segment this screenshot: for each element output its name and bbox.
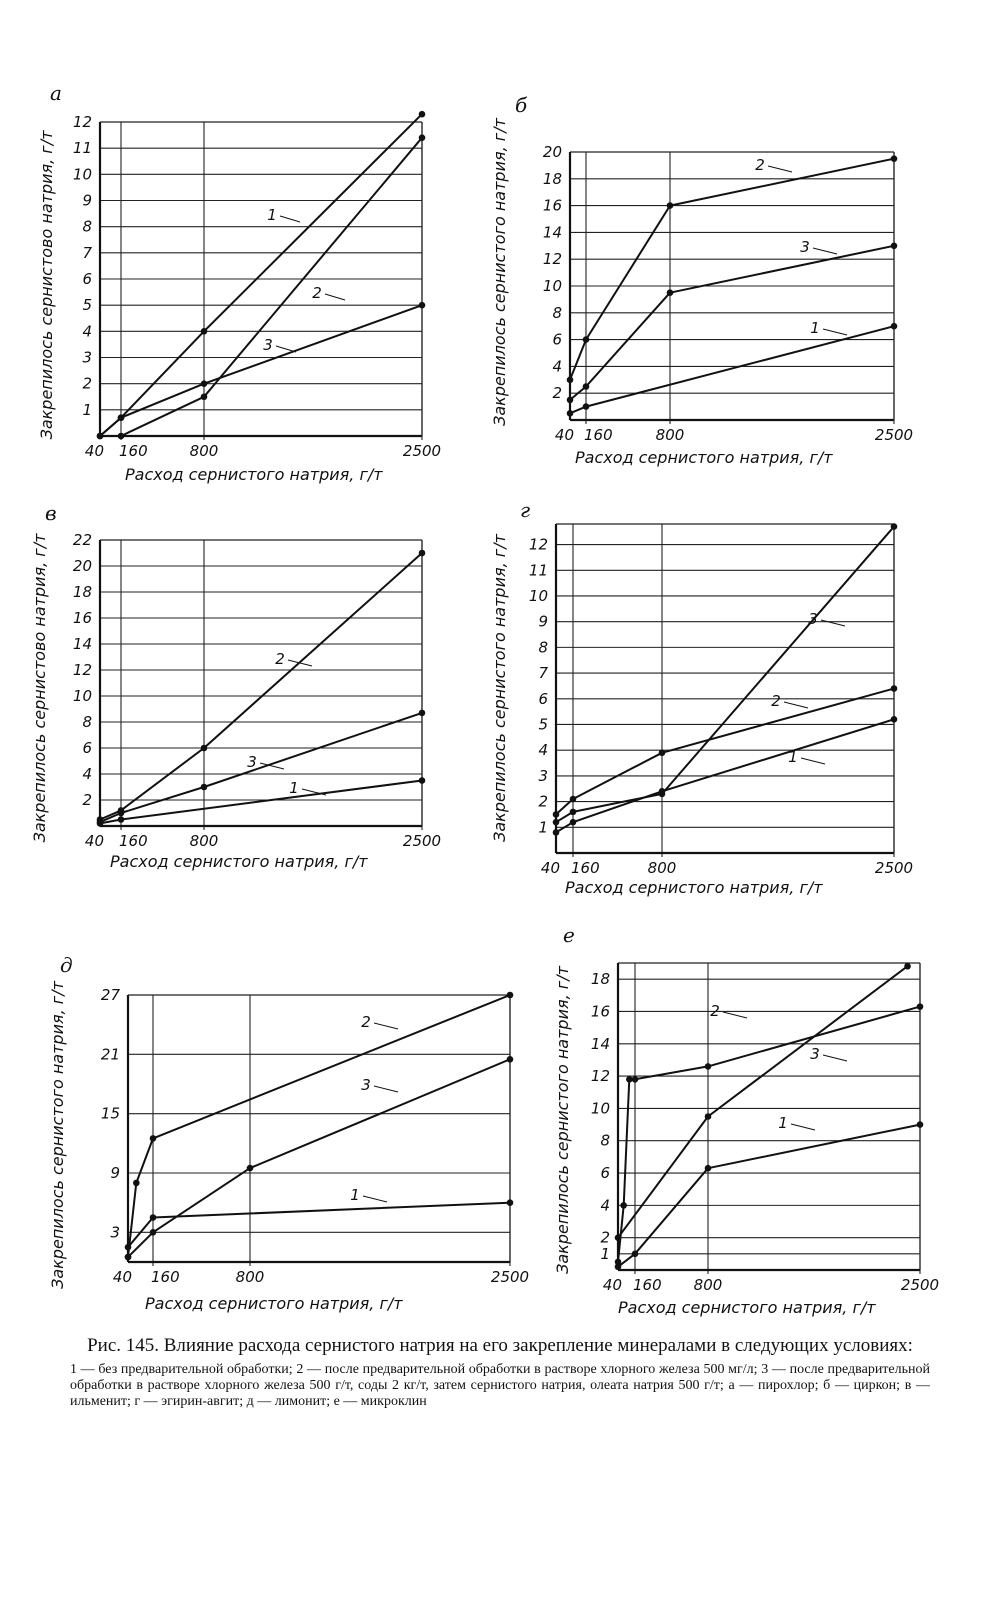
y-tick-label: 12 <box>72 113 92 131</box>
series-line-2 <box>100 114 422 436</box>
leader-line <box>784 702 808 708</box>
series-number-label: 3 <box>361 1076 371 1094</box>
y-tick-label: 8 <box>538 638 548 657</box>
x-tick-label: 800 <box>693 1276 723 1294</box>
data-point <box>632 1076 639 1083</box>
y-tick-label: 8 <box>82 217 92 236</box>
data-point <box>419 111 426 118</box>
data-point <box>419 134 426 141</box>
x-tick-label: 160 <box>633 1276 662 1294</box>
series-line-3 <box>121 138 422 436</box>
y-tick-label: 10 <box>590 1099 610 1118</box>
y-tick-label: 12 <box>528 535 548 554</box>
caption-title: Рис. 145. Влияние расхода сернистого натрия на его закрепление минералами в следующих условиях: <box>87 1335 913 1356</box>
leader-line <box>813 248 837 254</box>
figure-caption <box>70 1334 930 1410</box>
data-point <box>626 1076 633 1083</box>
y-tick-label: 2 <box>552 384 562 403</box>
x-tick-label: 40 <box>602 1276 622 1294</box>
series-number-label: 3 <box>810 1045 820 1063</box>
y-tick-label: 11 <box>72 139 92 158</box>
chart-panel-5 <box>48 953 529 1313</box>
y-tick-label: 7 <box>538 664 548 683</box>
y-tick-label: 14 <box>542 223 562 242</box>
y-tick-label: 3 <box>538 766 548 785</box>
chart-panel-4 <box>490 498 913 897</box>
data-point <box>891 523 898 530</box>
caption-legend: 1 — без предварительной обработки; 2 — после предварительной обработки в растворе хлорного железа 500 мг/л; 3 — после предварительной обработки в растворе хлорного железа 500 г/т, соды 2 кг/т, затем сернистого натрия, олеата натрия 500 г/т; а — пирохлор; б — циркон; в — ильменит; г — эгирин-авгит; д — лимонит; е — микроклин <box>70 1362 930 1409</box>
y-tick-label: 1 <box>538 818 548 837</box>
data-point <box>570 809 577 816</box>
data-point <box>507 992 514 999</box>
y-tick-label: 2 <box>82 791 92 809</box>
panel-letter: в <box>45 501 57 525</box>
leader-line <box>723 1012 747 1018</box>
leader-line <box>801 758 825 764</box>
data-point <box>419 302 426 309</box>
y-tick-label: 4 <box>552 357 562 376</box>
data-point <box>583 336 590 343</box>
y-tick-label: 8 <box>82 713 92 731</box>
series-number-label: 1 <box>350 1186 360 1204</box>
leader-line <box>374 1086 398 1092</box>
series-line-3 <box>570 246 894 400</box>
x-tick-label: 40 <box>84 832 104 850</box>
series-number-label: 3 <box>263 336 273 354</box>
y-tick-label: 2 <box>538 792 548 811</box>
data-point <box>118 816 125 823</box>
data-point <box>201 380 208 387</box>
y-tick-label: 1 <box>600 1244 610 1263</box>
series-line-3 <box>100 713 422 822</box>
y-tick-label: 12 <box>72 661 92 679</box>
y-tick-label: 8 <box>600 1131 610 1150</box>
y-tick-label: 1 <box>82 400 92 419</box>
series-line-1 <box>100 781 422 824</box>
data-point <box>705 1063 712 1070</box>
x-tick-label: 800 <box>647 859 677 877</box>
y-tick-label: 14 <box>590 1034 610 1053</box>
data-point <box>620 1202 627 1209</box>
panel-letter: е <box>563 923 575 947</box>
y-tick-label: 7 <box>82 243 92 262</box>
data-point <box>133 1180 140 1187</box>
series-number-label: 2 <box>361 1013 371 1031</box>
panel-letter: а <box>50 81 62 105</box>
chart-panel-1 <box>37 81 441 484</box>
series-line-2 <box>570 159 894 380</box>
y-axis-label: Закрепилось сернистого натрия, г/т <box>490 118 509 426</box>
data-point <box>567 377 574 384</box>
data-point <box>705 1113 712 1120</box>
x-tick-label: 800 <box>189 442 219 460</box>
data-point <box>150 1214 157 1221</box>
y-tick-label: 4 <box>600 1196 610 1215</box>
data-point <box>583 383 590 390</box>
y-axis-label: Закрепилось сернистого натрия, г/т <box>490 534 509 842</box>
y-tick-label: 6 <box>600 1164 610 1183</box>
data-point <box>118 414 125 421</box>
y-axis-label: Закрепилось сернистого натрия, г/т <box>48 981 67 1289</box>
y-tick-label: 20 <box>542 143 562 161</box>
x-tick-label: 2500 <box>402 442 442 460</box>
series-line-3 <box>618 966 908 1237</box>
leader-line <box>276 346 296 352</box>
x-tick-label: 160 <box>119 832 148 850</box>
y-tick-label: 18 <box>590 970 610 989</box>
data-point <box>150 1229 157 1236</box>
data-point <box>583 403 590 410</box>
y-tick-label: 9 <box>82 191 92 210</box>
series-number-label: 3 <box>808 610 818 628</box>
y-axis-label: Закрепилось сернистово натрия, г/т <box>30 533 49 843</box>
y-tick-label: 10 <box>542 277 562 295</box>
x-tick-label: 40 <box>112 1268 132 1286</box>
chart-panel-3 <box>30 501 441 871</box>
x-tick-label: 40 <box>554 426 574 444</box>
leader-line <box>823 1055 847 1061</box>
x-tick-label: 2500 <box>874 859 914 877</box>
y-tick-label: 10 <box>72 687 92 705</box>
x-tick-label: 2500 <box>490 1268 530 1286</box>
y-tick-label: 16 <box>590 1002 610 1021</box>
data-point <box>891 155 898 162</box>
series-number-label: 2 <box>755 156 765 174</box>
leader-line <box>363 1196 387 1202</box>
series-number-label: 1 <box>289 779 299 797</box>
chart-panel-2 <box>490 93 913 467</box>
data-point <box>659 749 666 756</box>
series-number-label: 2 <box>710 1002 720 1020</box>
data-point <box>705 1165 712 1172</box>
y-tick-label: 20 <box>72 557 92 575</box>
leader-line <box>823 329 847 335</box>
data-point <box>419 550 426 557</box>
y-tick-label: 2 <box>600 1228 610 1247</box>
y-tick-label: 3 <box>82 348 92 367</box>
data-point <box>97 433 104 440</box>
y-tick-label: 6 <box>538 689 548 708</box>
y-tick-label: 10 <box>72 165 92 184</box>
y-tick-label: 11 <box>528 561 548 580</box>
x-tick-label: 800 <box>655 426 685 444</box>
series-line-1 <box>618 1125 920 1267</box>
y-tick-label: 14 <box>72 635 92 653</box>
y-axis-label: Закрепилось сернистово натрия, г/т <box>37 130 56 440</box>
series-line-2 <box>128 995 510 1257</box>
series-number-label: 1 <box>788 748 798 766</box>
x-tick-label: 40 <box>84 442 104 460</box>
y-tick-label: 18 <box>542 169 562 188</box>
data-point <box>891 685 898 692</box>
y-tick-label: 6 <box>82 739 92 757</box>
x-tick-label: 2500 <box>402 832 442 850</box>
x-axis-label: Расход сернистого натрия, г/т <box>110 852 368 871</box>
series-number-label: 3 <box>800 238 810 256</box>
y-tick-label: 27 <box>100 986 120 1004</box>
data-point <box>201 393 208 400</box>
leader-line <box>374 1023 398 1029</box>
data-point <box>97 819 104 826</box>
y-axis-label: Закрепилось сернистого натрия, г/т <box>553 966 572 1274</box>
x-axis-label: Расход сернистого натрия, г/т <box>618 1298 876 1317</box>
x-tick-label: 160 <box>584 426 613 444</box>
y-tick-label: 6 <box>82 270 92 288</box>
data-point <box>567 410 574 417</box>
series-line-3 <box>128 1059 510 1257</box>
data-point <box>667 202 674 209</box>
data-point <box>904 963 911 970</box>
data-point <box>125 1254 132 1261</box>
y-tick-label: 18 <box>72 583 92 601</box>
y-tick-label: 4 <box>82 765 92 783</box>
x-tick-label: 160 <box>571 859 600 877</box>
y-tick-label: 6 <box>552 330 562 349</box>
leader-line <box>791 1124 815 1130</box>
series-line-2 <box>100 553 422 820</box>
data-point <box>917 1121 924 1128</box>
leader-line <box>325 294 345 300</box>
data-point <box>570 819 577 826</box>
x-axis-label: Расход сернистого натрия, г/т <box>565 878 823 897</box>
y-tick-label: 12 <box>590 1067 610 1086</box>
data-point <box>632 1251 639 1258</box>
y-tick-label: 9 <box>538 612 548 631</box>
data-point <box>419 777 426 784</box>
data-point <box>917 1003 924 1010</box>
data-point <box>615 1234 622 1241</box>
y-tick-label: 4 <box>82 322 92 341</box>
leader-line <box>821 620 845 626</box>
data-point <box>507 1056 514 1063</box>
x-tick-label: 160 <box>119 442 148 460</box>
y-tick-label: 10 <box>528 586 548 605</box>
y-tick-label: 15 <box>100 1104 120 1123</box>
series-number-label: 1 <box>778 1114 788 1132</box>
data-point <box>201 328 208 335</box>
x-tick-label: 40 <box>540 859 560 877</box>
series-number-label: 2 <box>275 650 285 668</box>
x-tick-label: 2500 <box>874 426 914 444</box>
y-tick-label: 9 <box>110 1164 120 1182</box>
y-tick-label: 5 <box>538 715 548 734</box>
data-point <box>118 433 125 440</box>
data-point <box>891 716 898 723</box>
x-axis-label: Расход сернистого натрия, г/т <box>145 1294 403 1313</box>
data-point <box>553 819 560 826</box>
y-tick-label: 12 <box>542 250 562 269</box>
chart-panel-6 <box>553 923 939 1317</box>
y-tick-label: 22 <box>72 531 92 549</box>
data-point <box>553 829 560 836</box>
data-point <box>419 710 426 717</box>
panel-letter: г <box>520 498 531 522</box>
y-tick-label: 4 <box>538 741 548 760</box>
data-point <box>667 289 674 296</box>
leader-line <box>768 166 792 172</box>
y-tick-label: 2 <box>82 374 92 393</box>
data-point <box>507 1199 514 1206</box>
panel-letter: д <box>60 953 73 977</box>
data-point <box>567 397 574 404</box>
data-point <box>150 1135 157 1142</box>
y-tick-label: 8 <box>552 303 562 322</box>
data-point <box>659 791 666 798</box>
y-tick-label: 21 <box>100 1045 120 1064</box>
y-tick-label: 16 <box>72 609 92 627</box>
x-tick-label: 160 <box>151 1268 180 1286</box>
x-tick-label: 800 <box>189 832 219 850</box>
x-axis-label: Расход сернистого натрия, г/т <box>575 448 833 467</box>
x-tick-label: 800 <box>235 1268 265 1286</box>
panel-letter: б <box>515 93 528 117</box>
y-tick-label: 5 <box>82 296 92 315</box>
data-point <box>247 1165 254 1172</box>
leader-line <box>280 216 300 222</box>
data-point <box>891 323 898 330</box>
series-number-label: 3 <box>247 753 257 771</box>
data-point <box>891 243 898 250</box>
series-number-label: 1 <box>267 206 277 224</box>
series-number-label: 1 <box>810 319 820 337</box>
series-line-3 <box>556 527 894 823</box>
y-tick-label: 3 <box>110 1223 120 1242</box>
data-point <box>118 810 125 817</box>
series-number-label: 2 <box>312 284 322 302</box>
data-point <box>615 1259 622 1266</box>
x-axis-label: Расход сернистого натрия, г/т <box>125 465 383 484</box>
series-line-1 <box>128 1203 510 1248</box>
data-point <box>201 745 208 752</box>
y-tick-label: 16 <box>542 196 562 215</box>
data-point <box>553 811 560 818</box>
series-number-label: 2 <box>771 692 781 710</box>
series-line-2 <box>556 689 894 815</box>
data-point <box>201 784 208 791</box>
x-tick-label: 2500 <box>900 1276 940 1294</box>
series-line-1 <box>100 305 422 436</box>
data-point <box>570 796 577 803</box>
